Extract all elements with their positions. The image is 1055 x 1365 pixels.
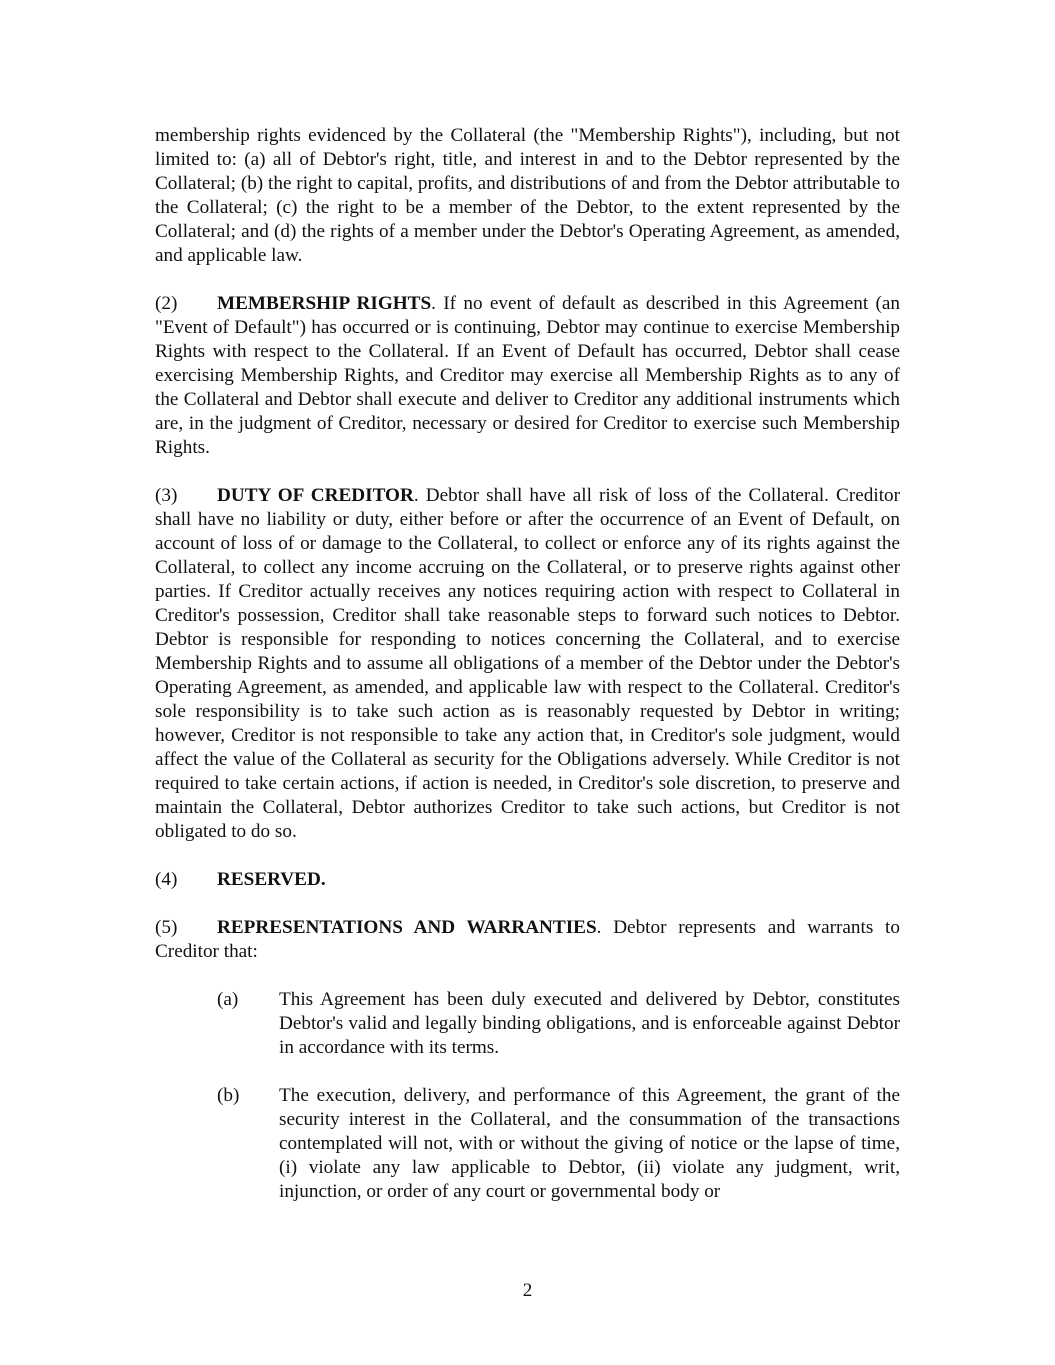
section-4 — [155, 868, 900, 892]
section-body: . If no event of default as described in this Agreement (an "Event of Default") has occurred or is continuing, Debtor may continue to exercise Membership Rights with respect to the Collateral. If an Event of Default has occurred, Debtor shall cease exercising Membership Rights, and Creditor may exercise all Membership Rights as to any of the Collateral and Debtor shall execute and deliver to Creditor any additional instruments which are, in the judgment of Creditor, necessary or desired for Creditor to exercise such Membership Rights. — [155, 293, 900, 458]
subitem-text: This Agreement has been duly executed and delivered by Debtor, constitutes Debtor's valid and legally binding obligations, and is enforceable against Debtor in accordance with its terms. — [279, 989, 900, 1058]
subitem-a — [217, 988, 900, 1060]
subitem-b — [217, 1084, 900, 1204]
section-heading: MEMBERSHIP RIGHTS — [217, 293, 432, 314]
document-page — [155, 124, 900, 1204]
page-number: 2 — [522, 1280, 533, 1301]
section-heading: REPRESENTATIONS AND WARRANTIES — [217, 917, 597, 938]
section-number: (3) — [155, 485, 178, 506]
subitem-number: (a) — [217, 989, 239, 1010]
intro-paragraph: membership rights evidenced by the Collateral (the "Membership Rights"), including, but not limited to: (a) all of Debtor's right, title, and interest in and to the Debtor represented by the Collateral; (b) the right to capital, profits, and distributions of and from the Debtor attributable to the Collateral; (c) the right to be a member of the Debtor, to the extent represented by the Collateral; and (d) the rights of a member under the Debtor's Operating Agreement, as amended, and applicable law. — [155, 125, 900, 266]
section-number: (4) — [155, 869, 178, 890]
subitem-text: The execution, delivery, and performance of this Agreement, the grant of the security interest in the Collateral, and the consummation of the transactions contemplated will not, with or without the giving of notice or the lapse of time, (i) violate any law applicable to Debtor, (ii) violate any judgment, writ, injunction, or order of any court or governmental body or — [279, 1085, 900, 1202]
section-heading: DUTY OF CREDITOR — [217, 485, 414, 506]
section-body: . Debtor shall have all risk of loss of the Collateral. Creditor shall have no liability or duty, either before or after the occurrence of an Event of Default, on account of loss of or damage to the Collateral, to collect or enforce any of its rights against the Collateral, to collect any income accruing on the Collateral, or to preserve rights against other parties. If Creditor actually receives any notices requiring action with respect to Collateral in Creditor's possession, Creditor shall take reasonable steps to forward such notices to Debtor. Debtor is responsible for responding to notices concerning the Collateral, and to exercise Membership Rights and to assume all obligations of a member of the Debtor under the Debtor's Operating Agreement, as amended, and applicable law with respect to the Collateral. Creditor's sole responsibility is to take such action as is reasonably requested by Debtor in writing; however, Creditor is not responsible to take any action that, in Creditor's sole judgment, would affect the value of the Collateral as security for the Obligations adversely. While Creditor is not required to take certain actions, if action is needed, in Creditor's sole discretion, to preserve and maintain the Collateral, Debtor authorizes Creditor to take such actions, but Creditor is not obligated to do so. — [155, 485, 901, 842]
section-number: (2) — [155, 293, 178, 314]
section-number: (5) — [155, 917, 178, 938]
section-3 — [155, 484, 900, 844]
section-5 — [155, 916, 900, 964]
section-2 — [155, 292, 900, 460]
section-heading: RESERVED. — [217, 869, 326, 890]
section-body: . Debtor represents and warrants to Creditor that: — [155, 917, 900, 962]
subitem-number: (b) — [217, 1085, 240, 1106]
